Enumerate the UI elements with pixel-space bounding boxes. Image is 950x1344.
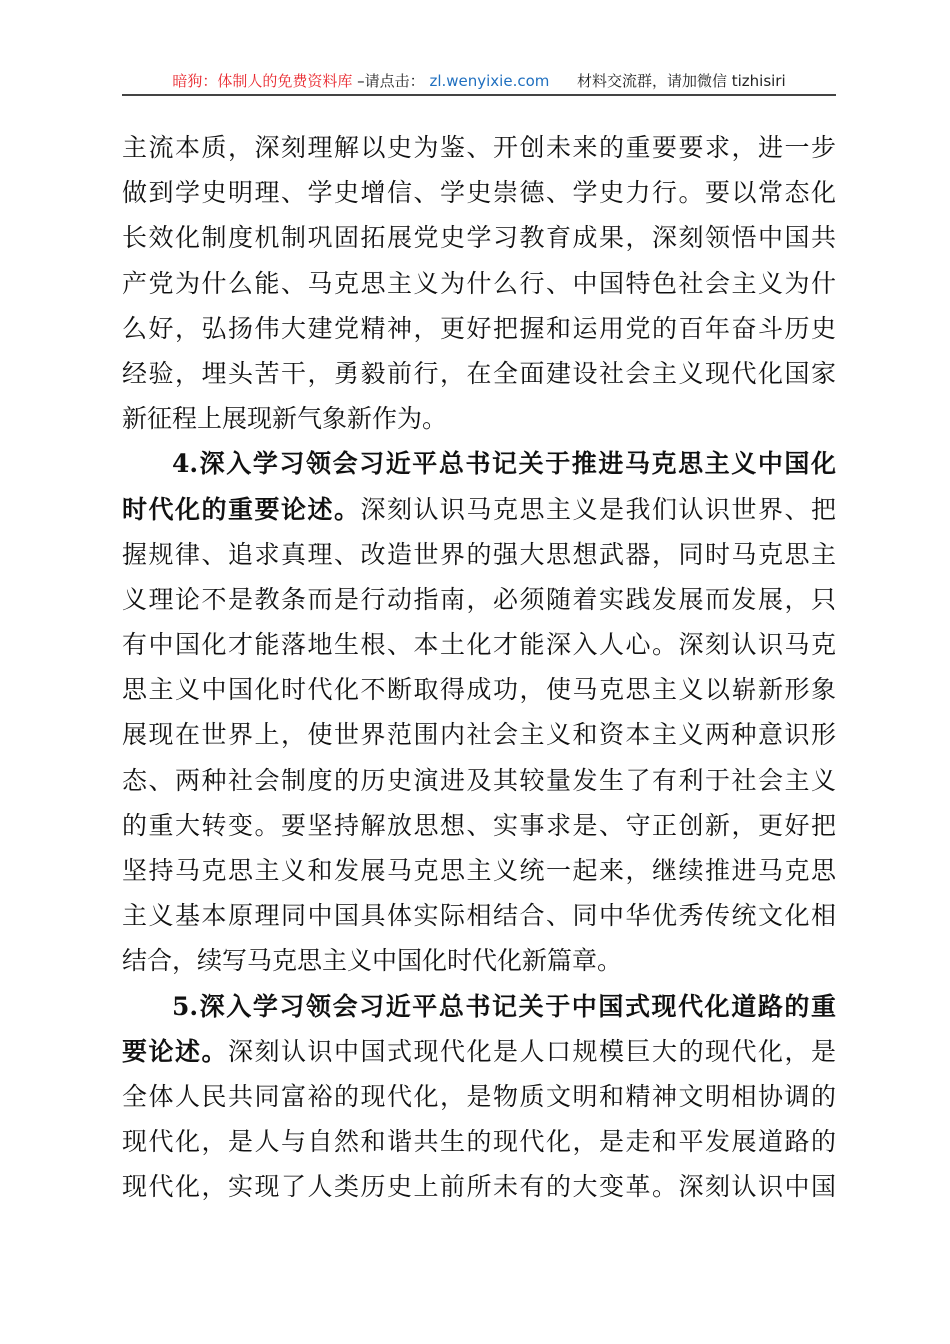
text-line: 思主义中国化时代化不断取得成功，使马克思主义以崭新形象 [122,675,836,705]
text-line: 的重大转变。要坚持解放思想、实事求是、守正创新，更好把 [122,810,836,840]
site-url-link[interactable]: zl.wenyixie.com [429,72,550,90]
page-header [122,68,836,94]
text-line: 展现在世界上，使世界范围内社会主义和资本主义两种意识形 [122,720,836,750]
site-name: 暗狗：体制人的免费资料库 [172,72,353,90]
text-line: 么好，弘扬伟大建党精神，更好把握和运用党的百年奋斗历史 [122,313,836,343]
text-line: 做到学史明理、学史增信、学史崇德、学史力行。要以常态化 [122,178,836,208]
section-4-line [122,487,836,532]
text-line: 有中国化才能落地生根、本土化才能深入人心。深刻认识马克 [122,630,836,660]
text-line: 主义基本原理同中国具体实际相结合、同中华优秀传统文化相 [122,901,836,931]
section-5-heading-end: 要论述。 [122,1036,228,1066]
document-body [122,125,836,1210]
click-prompt: –请点击： [357,72,425,90]
text-line: 产党为什么能、马克思主义为什么行、中国特色社会主义为什 [122,268,836,298]
text-line: 态、两种社会制度的历史演进及其较量发生了有利于社会主义 [122,765,836,795]
text-line: 全体人民共同富裕的现代化，是物质文明和精神文明相协调的 [122,1081,836,1111]
section-5-line [122,1029,836,1074]
text-line: 握规律、追求真理、改造世界的强大思想武器，同时马克思主 [122,539,836,569]
section-5-text: 深刻认识中国式现代化是人口规模巨大的现代化，是 [228,1036,836,1066]
text-line: 新征程上展现新气象新作为。 [122,404,448,434]
text-line: 现代化，是人与自然和谐共生的现代化，是走和平发展道路的 [122,1127,836,1157]
text-line: 经验，埋头苦干，勇毅前行，在全面建设社会主义现代化国家 [122,358,836,388]
text-line: 长效化制度机制巩固拓展党史学习教育成果，深刻领悟中国共 [122,223,836,253]
section-4-heading: 4.深入学习领会习近平总书记关于推进马克思主义中国化 [172,449,836,479]
wechat-note: 材料交流群，请加微信 tizhisiri [576,72,786,90]
text-line: 结合，续写马克思主义中国化时代化新篇章。 [122,946,623,976]
text-line: 坚持马克思主义和发展马克思主义统一起来，继续推进马克思 [122,856,836,885]
header-divider [122,94,836,96]
section-4-heading-end: 时代化的重要论述。 [122,494,361,524]
text-line: 现代化，实现了人类历史上前所未有的大变革。深刻认识中国 [122,1172,836,1202]
section-5-heading: 5.深入学习领会习近平总书记关于中国式现代化道路的重 [172,991,836,1021]
text-line: 主流本质，深刻理解以史为鉴、开创未来的重要要求，进一步 [122,133,836,162]
text-line: 义理论不是教条而是行动指南，必须随着实践发展而发展，只 [122,584,836,614]
section-4-text: 深刻认识马克思主义是我们认识世界、把 [360,494,836,524]
